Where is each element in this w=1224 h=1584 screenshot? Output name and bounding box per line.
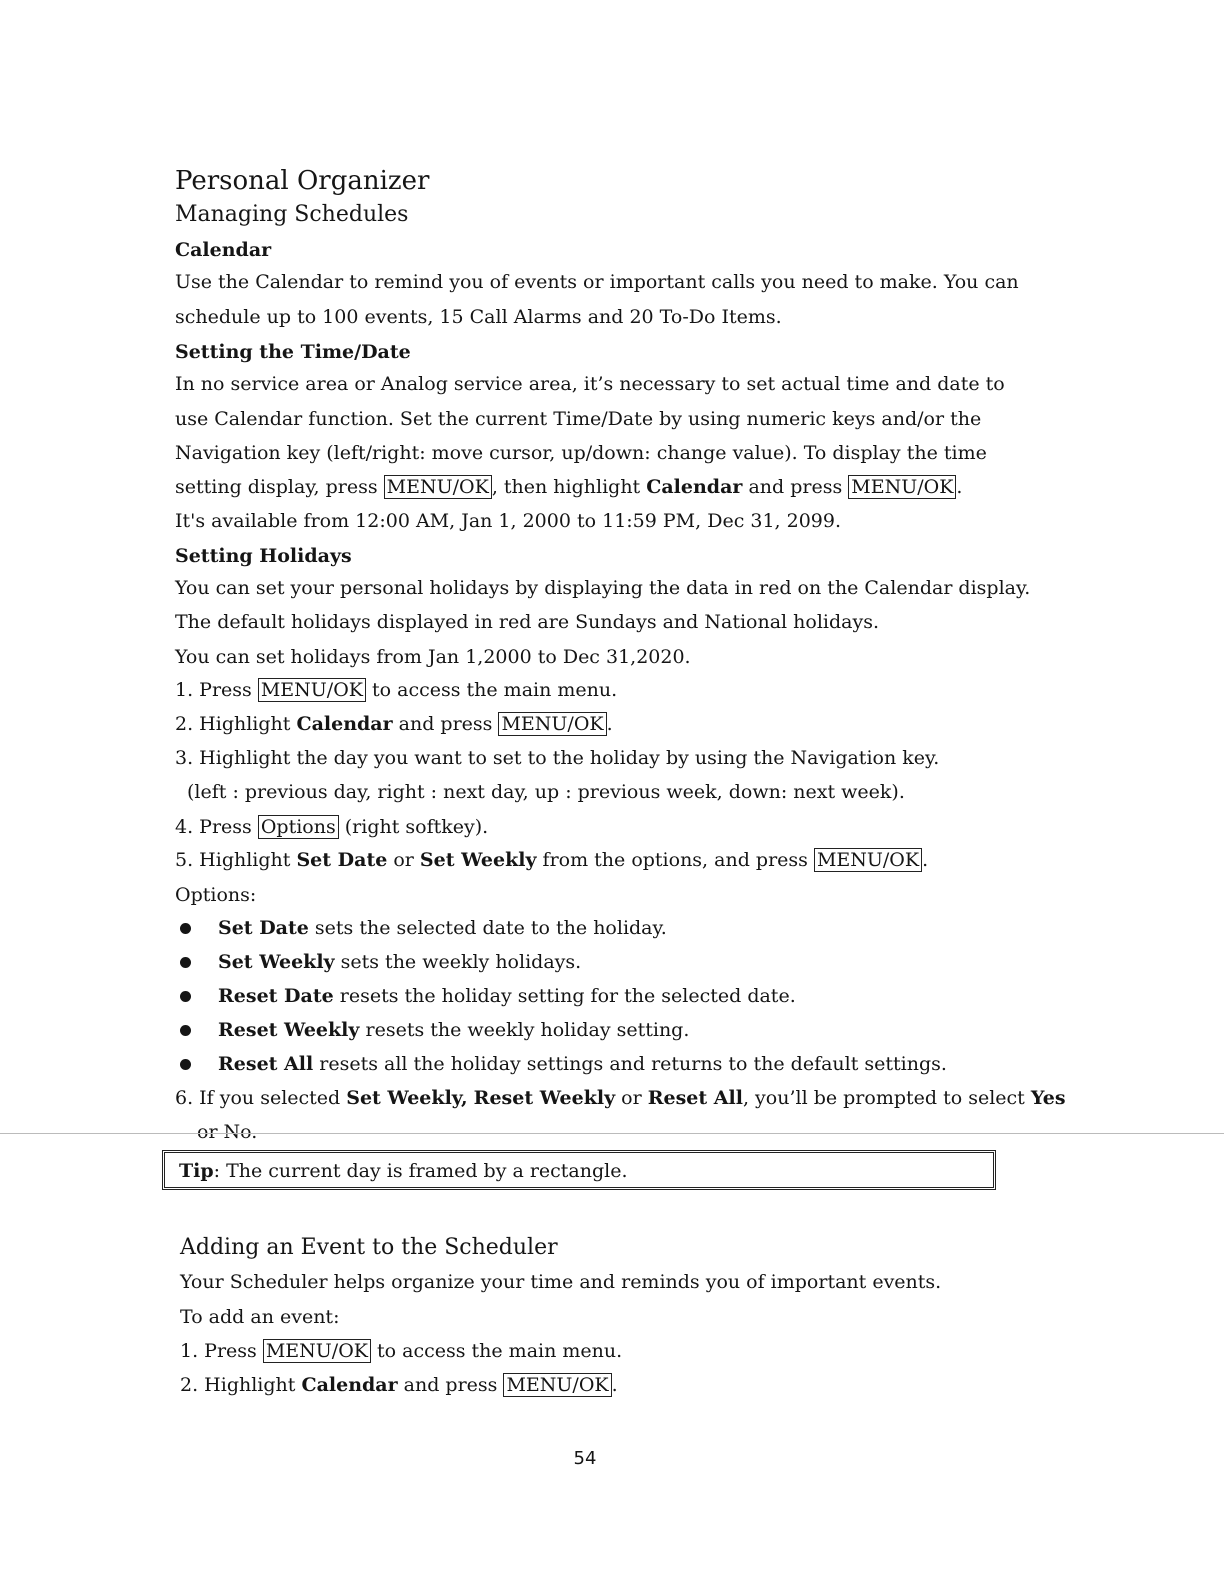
text-run: . — [956, 476, 963, 498]
calendar-text-1: Use the Calendar to remind you of events or important calls you need to make. You can — [175, 271, 1019, 293]
text-run: and press — [397, 1374, 504, 1396]
bullet-reset-date — [218, 984, 796, 1008]
text-run-bold: Calendar — [301, 1374, 398, 1396]
holidays-step-1 — [175, 678, 617, 702]
text-run-bold: Calendar — [296, 713, 393, 735]
text-run: 2. Highlight — [175, 713, 297, 735]
holidays-step-2 — [175, 712, 613, 736]
bullet-set-weekly — [218, 950, 581, 974]
calendar-heading: Calendar — [175, 239, 272, 261]
section-title: Managing Schedules — [175, 202, 409, 227]
text-run: 1. Press — [175, 679, 258, 701]
page-title: Personal Organizer — [175, 166, 430, 196]
text-run-bold: Reset Date — [218, 985, 334, 1007]
bullet-reset-weekly — [218, 1018, 689, 1042]
text-run: and press — [742, 476, 849, 498]
text-run: , you’ll be prompted to select — [742, 1087, 1031, 1109]
holidays-text-1: You can set your personal holidays by displaying the data in red on the Calendar display. — [175, 577, 1031, 599]
text-run: resets all the holiday settings and returns to the default settings. — [313, 1053, 947, 1075]
text-run-bold: Reset Weekly — [218, 1019, 360, 1041]
options-label: Options: — [175, 884, 257, 906]
bullet-icon — [180, 1025, 191, 1036]
text-run-bold: Yes — [1030, 1087, 1066, 1109]
calendar-text-2: schedule up to 100 events, 15 Call Alarms and 20 To-Do Items. — [175, 306, 782, 328]
text-run: from the options, and press — [536, 849, 814, 871]
menu-ok-key: MENU/OK — [814, 848, 922, 872]
text-run: (right softkey). — [338, 816, 489, 838]
text-run-bold: Calendar — [646, 476, 743, 498]
text-run-bold: Set Date — [218, 917, 309, 939]
time-date-text-3: Navigation key (left/right: move cursor, up/down: change value). To display the time — [175, 442, 987, 464]
scheduler-text-2: To add an event: — [180, 1306, 340, 1328]
bullet-icon — [180, 1059, 191, 1070]
menu-ok-key: MENU/OK — [384, 475, 492, 499]
text-run: sets the weekly holidays. — [334, 951, 582, 973]
text-run: : The current day is framed by a rectangle. — [213, 1160, 628, 1182]
text-run: or — [615, 1087, 648, 1109]
holidays-step-5 — [175, 848, 928, 872]
holidays-step-3-sub: (left : previous day, right : next day, up : previous week, down: next week). — [187, 781, 905, 803]
scheduler-step-1 — [180, 1339, 622, 1363]
scan-rule-line — [0, 1133, 1224, 1134]
holidays-step-6-cont: or No. — [197, 1121, 258, 1143]
text-run: . — [922, 849, 929, 871]
text-run: 6. If you selected — [175, 1087, 347, 1109]
text-run: 4. Press — [175, 816, 258, 838]
text-run: resets the weekly holiday setting. — [359, 1019, 690, 1041]
bullet-icon — [180, 923, 191, 934]
tip-label: Tip — [179, 1160, 214, 1182]
bullet-icon — [180, 957, 191, 968]
text-run-bold: Set Weekly — [419, 849, 537, 871]
text-run-bold: Set Weekly, — [346, 1087, 468, 1109]
holidays-text-3: You can set holidays from Jan 1,2000 to Dec 31,2020. — [175, 646, 691, 668]
text-run-bold: Reset All — [218, 1053, 314, 1075]
scheduler-text-1: Your Scheduler helps organize your time and reminds you of important events. — [180, 1271, 942, 1293]
menu-ok-key: MENU/OK — [848, 475, 956, 499]
holidays-step-3: 3. Highlight the day you want to set to the holiday by using the Navigation key. — [175, 747, 940, 769]
text-run: . — [606, 713, 613, 735]
text-run-bold: Reset All — [647, 1087, 743, 1109]
tip-text — [179, 1159, 628, 1183]
text-run: 2. Highlight — [180, 1374, 302, 1396]
text-run: resets the holiday setting for the selected date. — [333, 985, 796, 1007]
text-run: sets the selected date to the holiday. — [308, 917, 667, 939]
options-key: Options — [258, 815, 339, 839]
tip-box — [162, 1150, 996, 1190]
text-run: 1. Press — [180, 1340, 263, 1362]
menu-ok-key: MENU/OK — [263, 1339, 371, 1363]
holidays-step-6 — [175, 1086, 1066, 1110]
text-run: . — [611, 1374, 618, 1396]
text-run-bold: Set Weekly — [218, 951, 335, 973]
scheduler-step-2 — [180, 1373, 618, 1397]
bullet-icon — [180, 991, 191, 1002]
holidays-text-2: The default holidays displayed in red are Sundays and National holidays. — [175, 611, 880, 633]
text-run: 5. Highlight — [175, 849, 297, 871]
menu-ok-key: MENU/OK — [498, 712, 606, 736]
text-run: to access the main menu. — [365, 679, 618, 701]
bullet-reset-all — [218, 1052, 947, 1076]
holidays-heading: Setting Holidays — [175, 545, 352, 567]
text-run-bold: Set Date — [296, 849, 388, 871]
text-run: and press — [392, 713, 499, 735]
time-date-heading: Setting the Time/Date — [175, 341, 411, 363]
text-run: , then highlight — [491, 476, 647, 498]
page-number: 54 — [573, 1448, 597, 1469]
menu-ok-key: MENU/OK — [258, 678, 366, 702]
time-date-text-1: In no service area or Analog service area, it’s necessary to set actual time and date to — [175, 373, 1005, 395]
menu-ok-key: MENU/OK — [503, 1373, 611, 1397]
bullet-set-date — [218, 916, 667, 940]
time-date-text-4 — [175, 475, 962, 499]
text-run: to access the main menu. — [370, 1340, 623, 1362]
holidays-step-4 — [175, 815, 488, 839]
scheduler-heading: Adding an Event to the Scheduler — [180, 1235, 558, 1260]
time-date-text-5: It's available from 12:00 AM, Jan 1, 2000 to 11:59 PM, Dec 31, 2099. — [175, 510, 842, 532]
text-run: setting display, press — [175, 476, 384, 498]
text-run: or — [387, 849, 420, 871]
time-date-text-2: use Calendar function. Set the current Time/Date by using numeric keys and/or the — [175, 408, 982, 430]
text-run-bold: Reset Weekly — [473, 1087, 616, 1109]
